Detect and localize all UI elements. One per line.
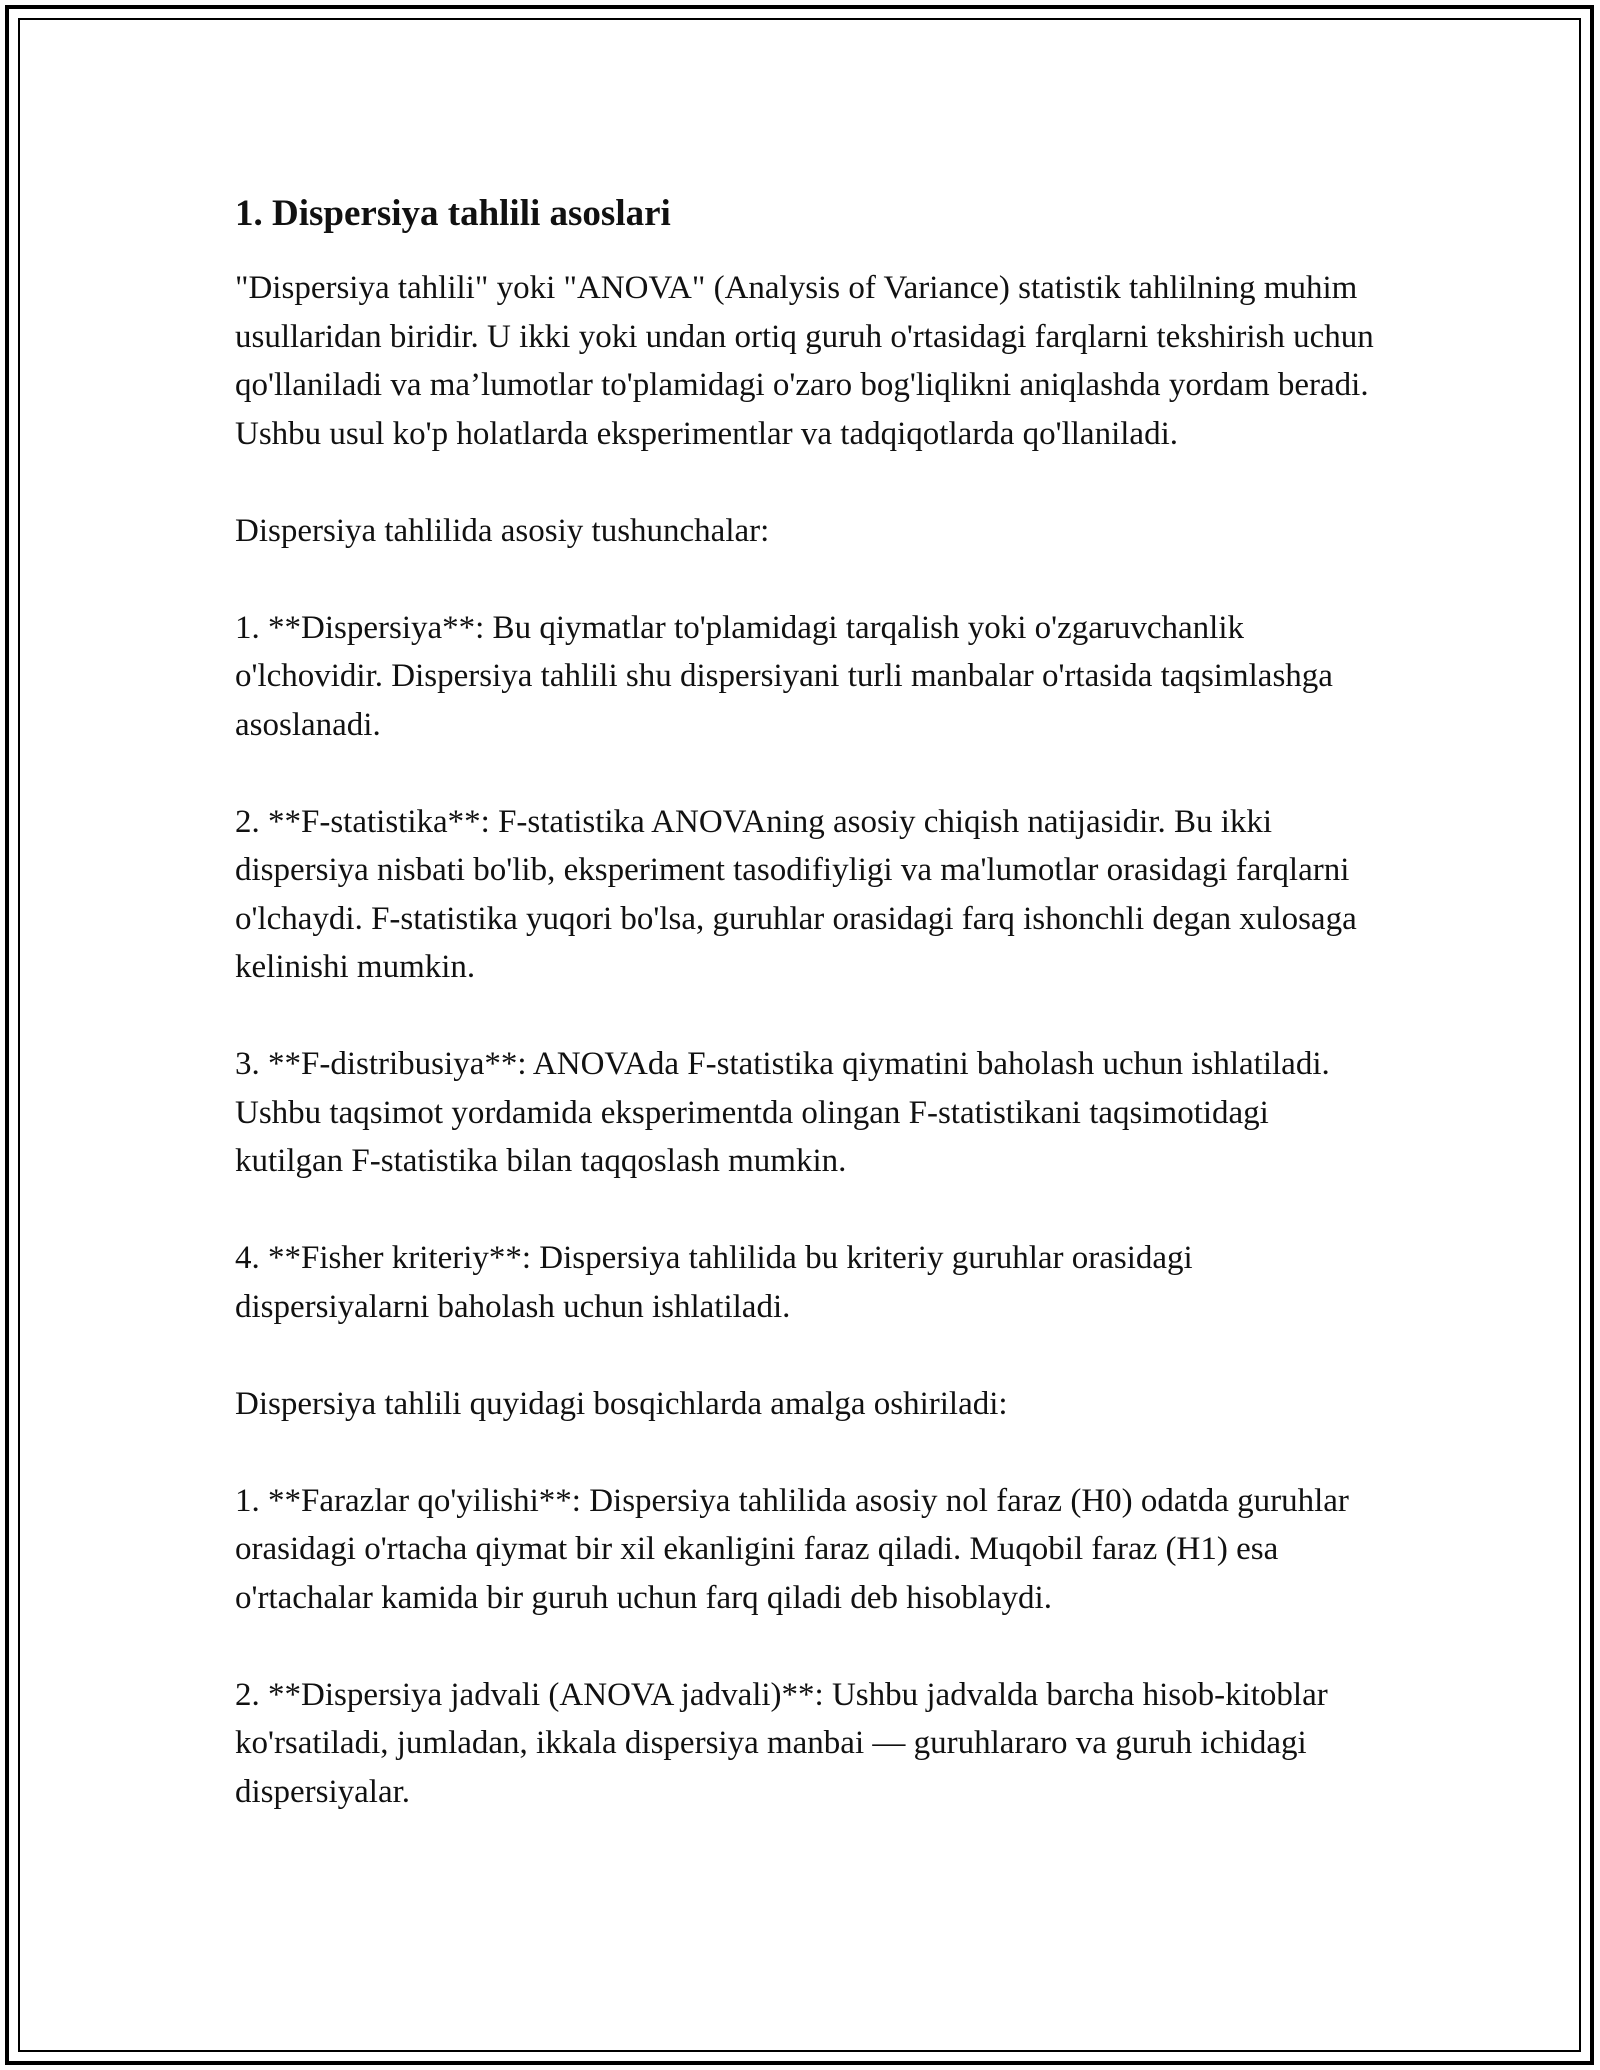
paragraph-steps-intro: Dispersiya tahlili quyidagi bosqichlarda amalga oshiriladi: (235, 1385, 1008, 1422)
paragraph-concept-f-distribusiya: 3. **F-distribusiya**: ANOVAda F-statistika qiymatini baholash uchun ishlatiladi. Ushbu taqsimot yordamida eksperimentda olingan F-statistikani taqsimotidagi kutilgan F-statistika bilan taqqoslash mumkin. (235, 1046, 1330, 1179)
paragraph-concepts-intro: Dispersiya tahlilida asosiy tushunchalar: (235, 512, 770, 549)
document-body (235, 190, 1375, 1816)
paragraph-concept-f-statistika: 2. **F-statistika**: F-statistika ANOVAning asosiy chiqish natijasidir. Bu ikki dispersiya nisbati bo'lib, eksperiment tasodifiyligi va ma'lumotlar orasidagi farqlarni o'lchaydi. F-statistika yuqori bo'lsa, guruhlar orasidagi farq ishonchli degan xulosaga kelinishi mumkin. (235, 803, 1357, 985)
paragraph-concept-dispersiya: 1. **Dispersiya**: Bu qiymatlar to'plamidagi tarqalish yoki o'zgaruvchanlik o'lchovidir. Dispersiya tahlili shu dispersiyani turli manbalar o'rtasida taqsimlashga asoslanadi. (235, 609, 1333, 743)
paragraph-step-jadval: 2. **Dispersiya jadvali (ANOVA jadvali)**: Ushbu jadvalda barcha hisob-kitoblar ko'rsatiladi, jumladan, ikkala dispersiya manbai — guruhlararo va guruh ichidagi dispersiyalar. (235, 1676, 1328, 1810)
paragraph-intro: "Dispersiya tahlili" yoki "ANOVA" (Analysis of Variance) statistik tahlilning muhim usullaridan biridir. U ikki yoki undan ortiq guruh o'rtasidagi farqlarni tekshirish uchun qo'llaniladi va ma’lumotlar to'plamidagi o'zaro bog'liqlikni aniqlashda yordam beradi. Ushbu usul ko'p holatlarda eksperimentlar va tadqiqotlarda qo'llaniladi. (235, 270, 1374, 452)
section-heading: 1. Dispersiya tahlili asoslari (235, 193, 671, 234)
paragraph-step-farazlar: 1. **Farazlar qo'yilishi**: Dispersiya tahlilida asosiy nol faraz (H0) odatda guruhlar orasidagi o'rtacha qiymat bir xil ekanligini faraz qiladi. Muqobil faraz (H1) esa o'rtachalar kamida bir guruh uchun farq qiladi deb hisoblaydi. (235, 1482, 1349, 1616)
paragraph-concept-fisher: 4. **Fisher kriteriy**: Dispersiya tahlilida bu kriteriy guruhlar orasidagi dispersiyalarni baholash uchun ishlatiladi. (235, 1240, 1193, 1325)
